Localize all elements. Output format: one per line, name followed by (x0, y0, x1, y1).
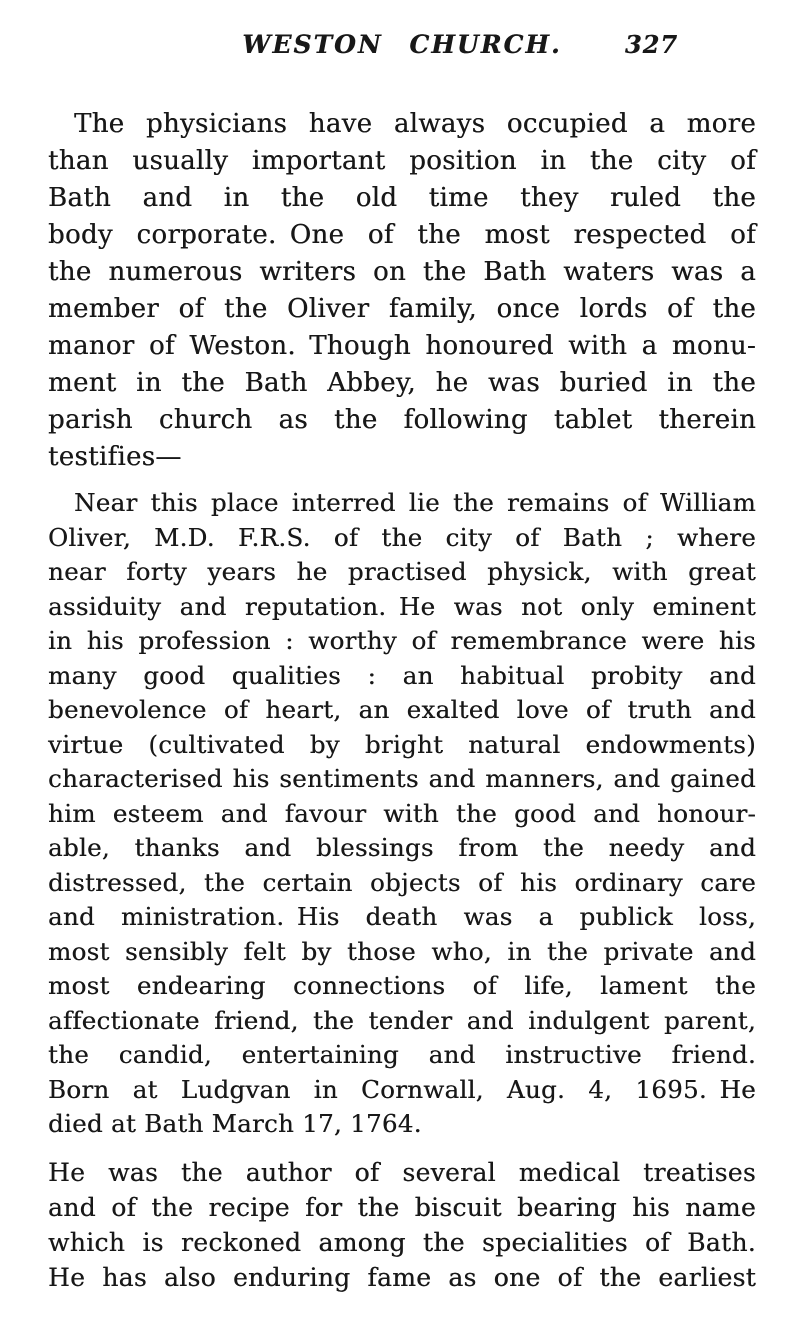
page-text (48, 106, 756, 1295)
text-line: him esteem and favour with the good and honour- (48, 798, 756, 828)
text-line: and ministration. His death was a publick loss, (48, 902, 756, 931)
text-line: member of the Oliver family, once lords of the (48, 294, 756, 324)
text-line: able, thanks and blessings from the needy and (48, 833, 756, 862)
text-line: Near this place interred lie the remains of William (74, 488, 756, 517)
text-line: He was the author of several medical treatises (48, 1157, 756, 1187)
text-line: most endearing connections of life, lament the (48, 971, 756, 1000)
text-line: than usually important position in the city of (48, 146, 756, 176)
running-head (48, 30, 756, 72)
text-line: testifies— (48, 442, 182, 472)
text-line: and of the recipe for the biscuit bearing his name (48, 1192, 756, 1222)
text-line: affectionate friend, the tender and indulgent parent, (48, 1005, 756, 1035)
text-line: manor of Weston. Though honoured with a monu- (48, 331, 756, 361)
text-line: Born at Ludgvan in Cornwall, Aug. 4, 1695. He (48, 1074, 756, 1104)
text-line: distressed, the certain objects of his ordinary care (48, 867, 756, 897)
text-line: the candid, entertaining and instructive friend. (48, 1040, 756, 1069)
text-line: assiduity and reputation. He was not only eminent (48, 591, 756, 621)
text-line: benevolence of heart, an exalted love of truth and (48, 695, 756, 724)
text-line: which is reckoned among the specialities of Bath. (48, 1227, 756, 1257)
text-line: ment in the Bath Abbey, he was buried in the (48, 368, 756, 398)
text-line: the numerous writers on the Bath waters was a (48, 257, 756, 287)
text-line: parish church as the following tablet therein (48, 405, 756, 435)
text-line: Bath and in the old time they ruled the (48, 183, 756, 213)
paragraph-3 (48, 1155, 756, 1295)
paragraph-1 (48, 106, 756, 476)
text-line: most sensibly felt by those who, in the private and (48, 936, 756, 966)
text-line: characterised his sentiments and manners, and gained (48, 764, 756, 793)
text-line: The physicians have always occupied a more (74, 109, 756, 139)
page-number: 327 (624, 30, 678, 59)
text-line: body corporate. One of the most respected of (48, 220, 756, 250)
text-line: He has also enduring fame as one of the earliest (48, 1262, 756, 1292)
text-line: in his profession : worthy of remembrance were his (48, 626, 756, 655)
running-header-title: WESTON CHURCH. (242, 30, 562, 59)
text-line: died at Bath March 17, 1764. (48, 1109, 422, 1138)
text-line: many good qualities : an habitual probity and (48, 660, 756, 690)
text-line: near forty years he practised physick, with great (48, 557, 756, 586)
text-line: Oliver, M.D. F.R.S. of the city of Bath ; where (48, 522, 756, 552)
text-line: virtue (cultivated by bright natural endowments) (48, 729, 756, 759)
paragraph-2 (48, 486, 756, 1142)
